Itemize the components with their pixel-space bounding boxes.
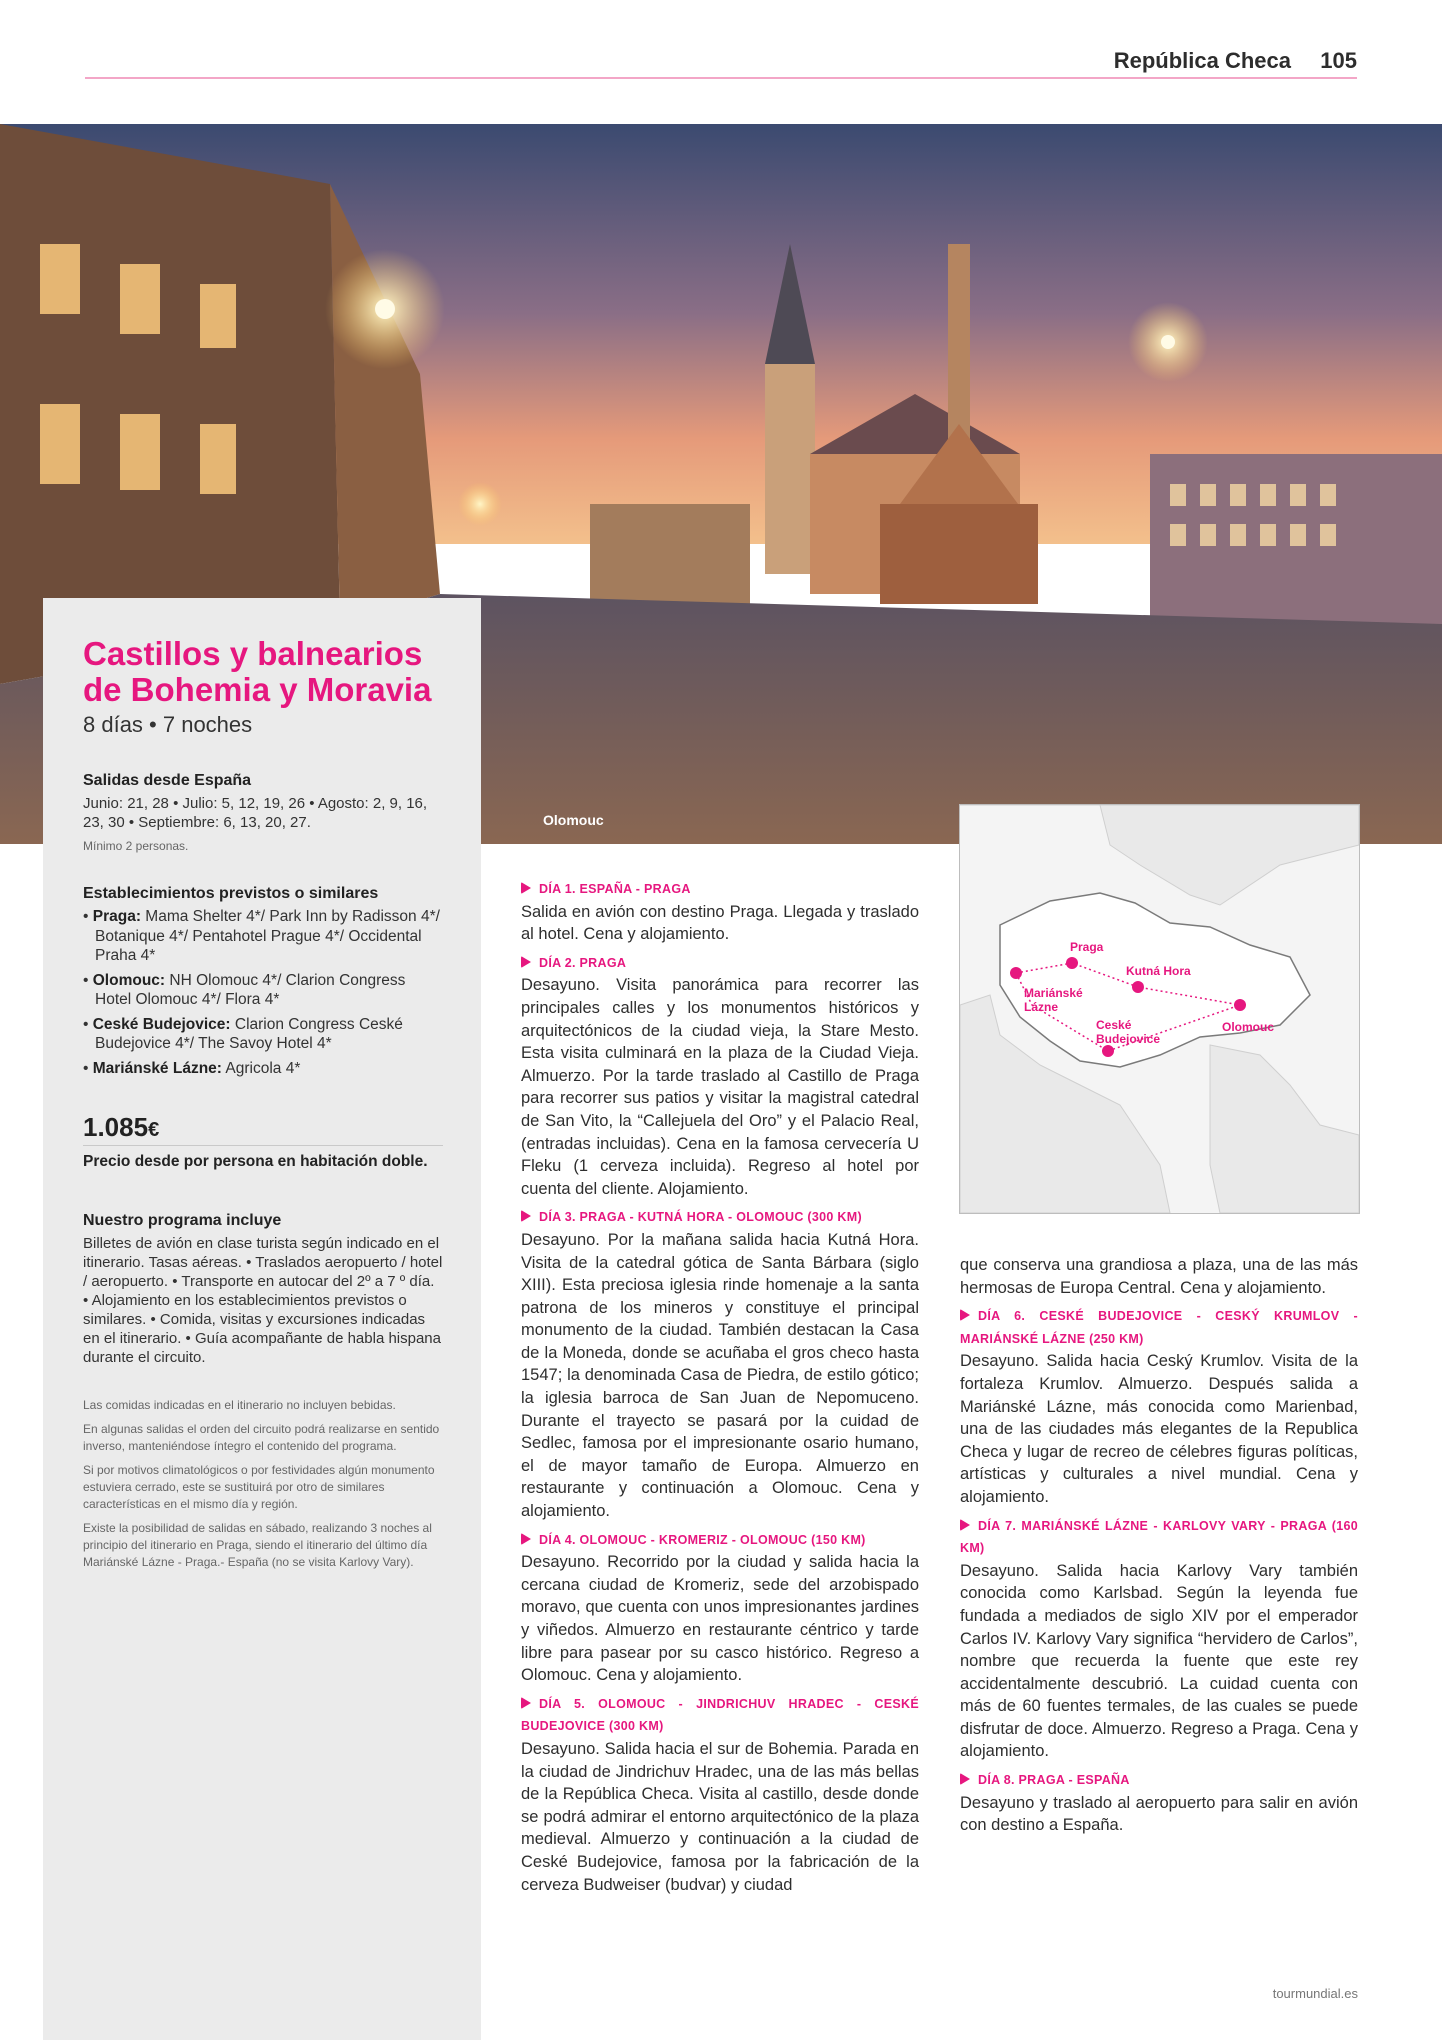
day-text: Desayuno. Recorrido por la ciudad y salida hacia la cercana ciudad de Kromeriz, sede del arzobispado moravo, que cuenta con unos impresionantes jardines y viñedos. Almuerzo en restaurante céntrico y tarde libre para pasear por su casco histórico. Regreso a Olomouc. Cena y alojamiento. [521, 1553, 919, 1685]
day-heading: DÍA 4. OLOMOUC - KROMERIZ - OLOMOUC (150 KM) [521, 1529, 919, 1552]
city-marker-kutna-hora [1132, 981, 1144, 993]
city-marker-marianske-lazne [1010, 967, 1022, 979]
day-heading: DÍA 5. OLOMOUC - JINDRICHUV HRADEC - CESKÉ BUDEJOVICE (300 KM) [521, 1696, 919, 1734]
tour-summary-content [83, 636, 443, 1578]
hotel-item: • Ceské Budejovice: Clarion Congress Ceské Budejovice 4*/ The Savoy Hotel 4* [83, 1015, 403, 1052]
hotel-names: Clarion Congress Ceské Budejovice 4*/ The Savoy Hotel 4* [95, 1015, 403, 1052]
note-item: En algunas salidas el orden del circuito podrá realizarse en sentido inverso, manteniéndose íntegro el contenido del programa. [83, 1422, 440, 1453]
city-marker-ceske-budejovice [1102, 1045, 1114, 1057]
day-text-continuation: que conserva una grandiosa a plaza, una de las más hermosas de Europa Central. Cena y alojamiento. [960, 1256, 1358, 1297]
day-text: Desayuno. Salida hacia Karlovy Vary también conocida como Karlsbad. Según la leyenda fue fundada a mediados de siglo XIV por el emperador Carlos IV. Karlovy Vary significa “hervidero de Carlos”, nombre que recuerda la fuente que este rey accidentalmente descubrió. La cuidad cuenta con más de 60 fuentes termales, de las cuales se puede disfrutar de doce. Almuerzo. Regreso a Praga. Cena y alojamiento. [960, 1561, 1358, 1761]
hotel-list [83, 907, 443, 1078]
footer-site: tourmundial.es [1272, 1986, 1358, 2001]
departures-dates: Junio: 21, 28 • Julio: 5, 12, 19, 26 • Agosto: 2, 9, 16, 23, 30 • Septiembre: 6, 13, 20, 27. [83, 795, 428, 831]
map-label-kutna-hora: Kutná Hora [1126, 964, 1191, 978]
tour-title [83, 636, 443, 708]
map-label-praga: Praga [1070, 940, 1104, 954]
svg-text:Lázne: Lázne [1024, 1000, 1059, 1014]
page-number: 105 [1320, 48, 1357, 73]
day-text: Salida en avión con destino Praga. Llegada y traslado al hotel. Cena y alojamiento. [521, 902, 919, 944]
day-marker-icon [521, 882, 531, 894]
day-text: Desayuno y traslado al aeropuerto para salir en avión con destino a España. [960, 1793, 1358, 1835]
day-text: Desayuno. Por la mañana salida hacia Kutná Hora. Visita de la catedral gótica de Santa Bárbara (siglo XIII). Esta preciosa iglesia rinde homenaje a la santa patrona de los mineros y constituye el principal monumento de la ciudad. También destacan la Casa de la Moneda, donde se acuñaba el gros checo hasta 1547; la denominada Casa de Piedra, de estilo gótico; la iglesia barroca de San Juan de Nepomuceno. Durante el trayecto se pasará por la cuidad de Sedlec, famosa por el impresionante osario humano, el de mayor tamaño de Europa. Almuerzo en restaurante y continuación a Olomouc. Cena y alojamiento. [521, 1230, 919, 1521]
day-heading: DÍA 1. ESPAÑA - PRAGA [521, 878, 919, 901]
day-marker-icon [521, 1533, 531, 1545]
hotel-names: Agricola 4* [225, 1059, 301, 1077]
photo-caption: Olomouc [543, 812, 604, 828]
price-amount: 1.085 [83, 1112, 149, 1142]
day-marker-icon [960, 1773, 970, 1785]
day-heading: DÍA 8. PRAGA - ESPAÑA [960, 1769, 1358, 1792]
tour-title-line2: de Bohemia y Moravia [83, 671, 432, 708]
tour-title-line1: Castillos y balnearios [83, 635, 423, 672]
itinerary-column-1 [521, 878, 919, 1900]
day-marker-icon [960, 1519, 970, 1531]
itinerary-column-2 [960, 1254, 1358, 1841]
day-text: Desayuno. Salida hacia Ceský Krumlov. Visita de la fortaleza Krumlov. Almuerzo. Después salida a Mariánské Lázne, más conocida como Marienbad, una de las ciudades más elegantes de la Republica Checa y lugar de recreo de célebres figuras políticas, artísticas y culturales a nivel mundial. Cena y alojamiento. [960, 1352, 1358, 1506]
hotel-city: Ceské Budejovice: [92, 1015, 231, 1033]
price-note: Precio desde por persona en habitación doble. [83, 1153, 428, 1170]
tour-summary-panel [43, 598, 481, 2040]
map-label-olomouc: Olomouc [1222, 1020, 1275, 1034]
note-item: Las comidas indicadas en el itinerario no incluyen bebidas. [83, 1398, 396, 1412]
includes-text: Billetes de avión en clase turista según indicado en el itinerario. Tasas aéreas. • Traslados aeropuerto / hotel / aeropuerto. • Transporte en autocar del 2º a 7 º día. • Alojamiento en los establecimientos previstos o similares. • Comida, visitas y excursiones indicadas en el itinerario. • Guía acompañante de habla hispana durante el circuito. [83, 1235, 443, 1366]
day-heading: DÍA 7. MARIÁNSKÉ LÁZNE - KARLOVY VARY - PRAGA (160 KM) [960, 1518, 1358, 1556]
map-label-ceske-budejovice: Ceské [1096, 1018, 1132, 1032]
hotel-item: • Mariánské Lázne: Agricola 4* [83, 1059, 301, 1077]
day-text: Desayuno. Salida hacia el sur de Bohemia. Parada en la ciudad de Jindrichuv Hradec, una de las más bellas de la República Checa. Visita al castillo, desde donde se podrá admirar el entorno arquitectónico de la plaza medieval. Almuerzo y continuación a la ciudad de Ceské Budejovice, famosa por la fabricación de la cerveza Budweiser (budvar) y ciudad [521, 1739, 919, 1894]
section-title: República Checa [1113, 48, 1291, 73]
hotel-item: • Olomouc: NH Olomouc 4*/ Clarion Congress Hotel Olomouc 4*/ Flora 4* [83, 971, 406, 1008]
note-item: Existe la posibilidad de salidas en sábado, realizando 3 noches al principio del itinerario en Praga, siendo el itinerario del último día Mariánské Lázne - Praga.- España (no se visita Karlovy Vary). [83, 1521, 432, 1569]
day-marker-icon [521, 956, 531, 968]
notes-block [83, 1397, 443, 1571]
svg-text:Budejovice: Budejovice [1096, 1032, 1161, 1046]
day-marker-icon [960, 1309, 970, 1321]
hotel-item: • Praga: Mama Shelter 4*/ Park Inn by Radisson 4*/ Botanique 4*/ Pentahotel Prague 4*/ Occidental Praha 4* [83, 908, 440, 964]
hotel-city: Mariánské Lázne: [92, 1059, 222, 1077]
day-heading: DÍA 6. CESKÉ BUDEJOVICE - CESKÝ KRUMLOV - MARIÁNSKÉ LÁZNE (250 KM) [960, 1309, 1358, 1346]
day-marker-icon [521, 1697, 531, 1709]
hotel-names: Mama Shelter 4*/ Park Inn by Radisson 4*/ Botanique 4*/ Pentahotel Prague 4*/ Occidental Praha 4* [95, 908, 440, 964]
minimum-persons: Mínimo 2 personas. [83, 839, 189, 853]
day-text: Desayuno. Visita panorámica para recorrer las principales calles y los monumentos históricos y arquitectónicos de la ciudad vieja, la Stare Mesto. Esta visita culminará en la plaza de la Ciudad Vieja. Almuerzo. Por la tarde traslado al Castillo de Praga para recorrer sus patios y visitar la magistral catedral de San Vito, la “Callejuela del Oro” y el Palacio Real, (entradas incluidas). Cena en la famosa cervecería U Fleku (1 cerveza incluida). Regreso al hotel por cuenta del cliente. Alojamiento. [521, 976, 919, 1198]
tour-duration: 8 días • 7 noches [83, 712, 253, 737]
city-marker-olomouc [1234, 999, 1246, 1011]
map-label-marianske-lazne: Mariánské [1024, 986, 1083, 1000]
day-heading: DÍA 2. PRAGA [521, 952, 919, 975]
day-heading: DÍA 3. PRAGA - KUTNÁ HORA - OLOMOUC (300 KM) [521, 1206, 919, 1229]
city-marker-praga [1066, 957, 1078, 969]
price-currency: € [148, 1119, 160, 1141]
hotels-heading: Establecimientos previstos o similares [83, 885, 379, 902]
price-block [83, 1112, 443, 1146]
route-map [959, 804, 1360, 1214]
hotel-city: Olomouc: [92, 971, 166, 989]
day-marker-icon [521, 1210, 531, 1222]
note-item: Si por motivos climatológicos o por festividades algún monumento estuviera cerrado, este se sustituirá por otro de similares características en el mismo día y región. [83, 1463, 435, 1511]
departures-heading: Salidas desde España [83, 772, 252, 789]
includes-heading: Nuestro programa incluye [83, 1212, 282, 1229]
page-header [85, 44, 1357, 79]
hotel-city: Praga: [92, 908, 141, 925]
czech-republic-map [960, 805, 1359, 1213]
hotel-names: NH Olomouc 4*/ Clarion Congress Hotel Olomouc 4*/ Flora 4* [95, 971, 406, 1008]
